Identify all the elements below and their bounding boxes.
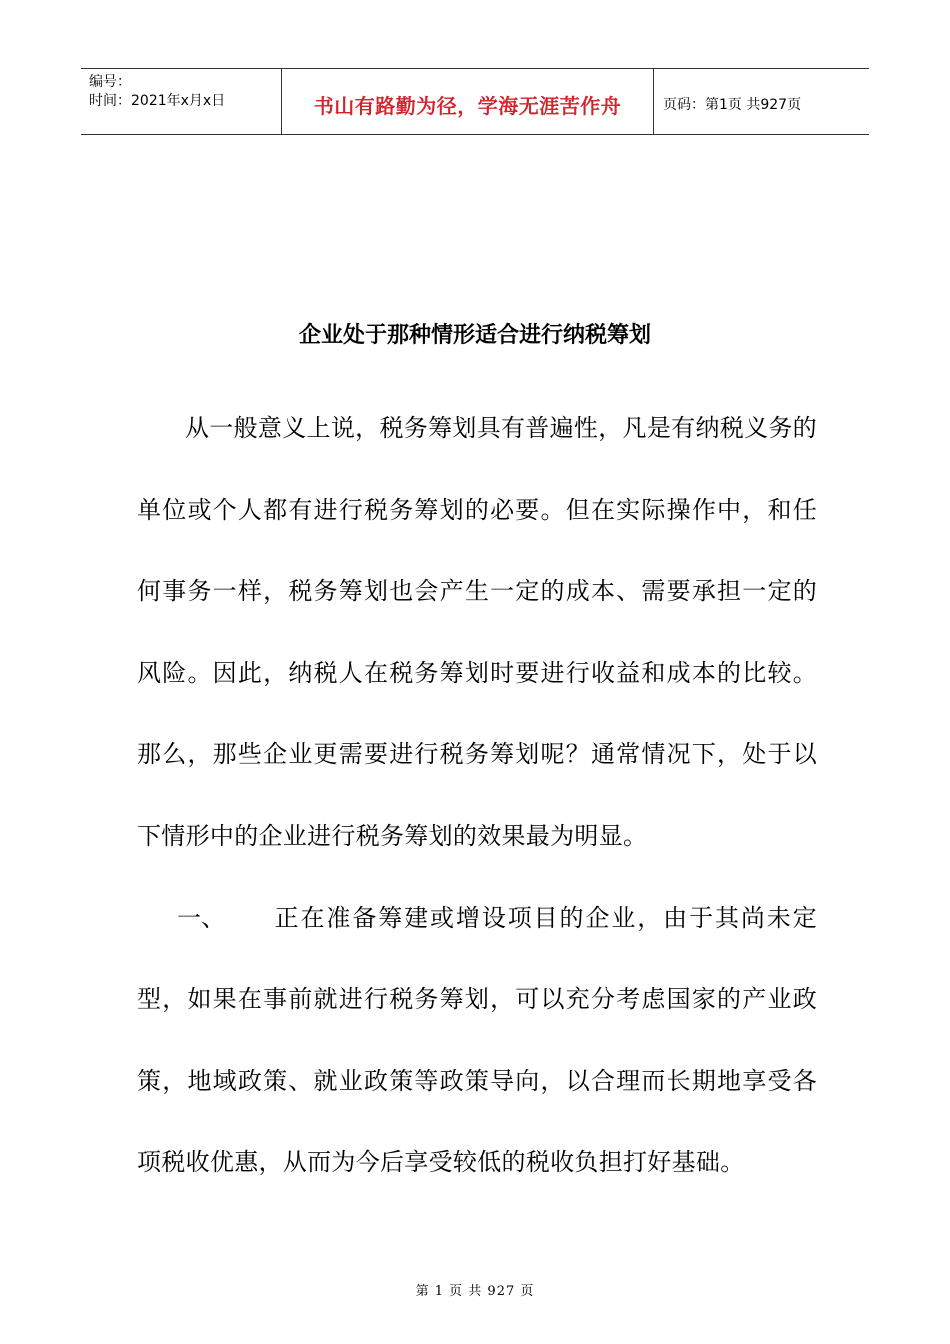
- list-item-1-text: 正在准备筹建或增设项目的企业，由于其尚未定型，如果在事前就进行税务筹划，可以充分考虑国家的产业政策，地域政策、就业政策等政策导向，以合理而长期地享受各项税收优惠，从而为今后享受较低的税收负担打好基础。: [137, 903, 817, 1177]
- document-header: [81, 68, 869, 135]
- time-label: 时间：2021年x月x日: [89, 93, 226, 109]
- document-title: 企业处于那种情形适合进行纳税筹划: [298, 323, 651, 348]
- header-page-info: 页码：第1页 共927页: [663, 96, 802, 113]
- page-footer: 第 1 页 共 927 页: [415, 1284, 535, 1299]
- number-label: 编号：: [89, 74, 131, 90]
- list-item-1: [137, 878, 817, 1204]
- paragraph-intro: 从一般意义上说，税务筹划具有普遍性，凡是有纳税义务的单位或个人都有进行税务筹划的必要。但在实际操作中，和任何事务一样，税务筹划也会产生一定的成本、需要承担一定的风险。因此，纳税人在税务筹划时要进行收益和成本的比较。那么，那些企业更需要进行税务筹划呢？通常情况下，处于以下情形中的企业进行税务筹划的效果最为明显。: [137, 414, 817, 850]
- header-meta: [81, 69, 282, 134]
- header-motto: 书山有路勤为径，学海无涯苦作舟: [282, 69, 654, 134]
- list-marker-1: 一、: [177, 903, 226, 932]
- document-body: [137, 388, 817, 1204]
